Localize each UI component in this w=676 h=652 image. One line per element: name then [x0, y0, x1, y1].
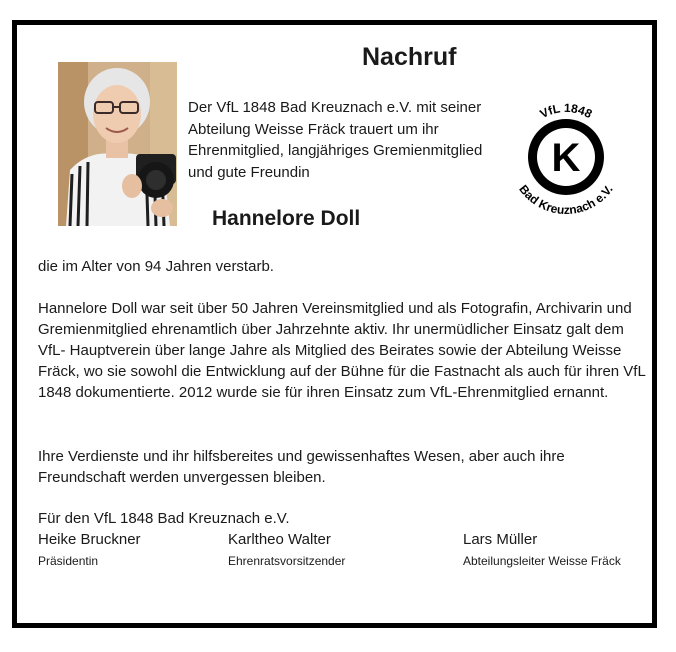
signatory [463, 530, 621, 569]
logo-bottom-text: Bad Kreuznach e.V. [516, 182, 616, 218]
club-logo [503, 94, 629, 220]
deceased-name: Hannelore Doll [212, 207, 361, 230]
intro-text: Der VfL 1848 Bad Kreuznach e.V. mit seiner Abteilung Weisse Fräck trauert um ihr Ehrenmitglied, langjähriges Gremienmitglied und gute Freundin [188, 99, 483, 182]
signatory-role: Ehrenratsvorsitzender [228, 554, 346, 568]
signatory [228, 530, 345, 569]
signatory-name: Lars Müller [463, 531, 538, 548]
portrait-illustration [58, 62, 177, 226]
closing-paragraph: Ihre Verdienste und ihr hilfsbereites und gewissenhaftes Wesen, aber auch ihre Freundschaft werden unvergessen bleiben. [38, 448, 565, 486]
age-sentence: die im Alter von 94 Jahren verstarb. [38, 258, 274, 275]
signatory [38, 530, 141, 569]
signatory-role: Präsidentin [38, 554, 99, 568]
logo-letter: K [551, 136, 581, 180]
notice-title: Nachruf [362, 43, 457, 71]
logo-top-text: VfL 1848 [537, 100, 595, 122]
biography-paragraph: Hannelore Doll war seit über 50 Jahren Vereinsmitglied und als Fotografin, Archivarin und Gremienmitglied ehrenamtlich über Jahrzehnte aktiv. Ihr unermüdlicher Einsatz galt dem VfL- Hauptverein über lange Jahre als Mitglied des Beirates sowie der Abteilung Weisse Fräck, wo sie sowohl die Entwicklung auf der Bühne für die Fastnacht als auch für ihren VfL 1848 dokumentierte. 2012 wurde sie für ihren Einsatz zum VfL-Ehrenmitglied ernannt. [38, 300, 646, 401]
signatory-name: Heike Bruckner [38, 531, 141, 548]
signature-intro: Für den VfL 1848 Bad Kreuznach e.V. [38, 510, 290, 527]
signatory-role: Abteilungsleiter Weisse Fräck [463, 554, 621, 568]
portrait-photo [58, 62, 177, 226]
signatory-name: Karltheo Walter [228, 531, 331, 548]
